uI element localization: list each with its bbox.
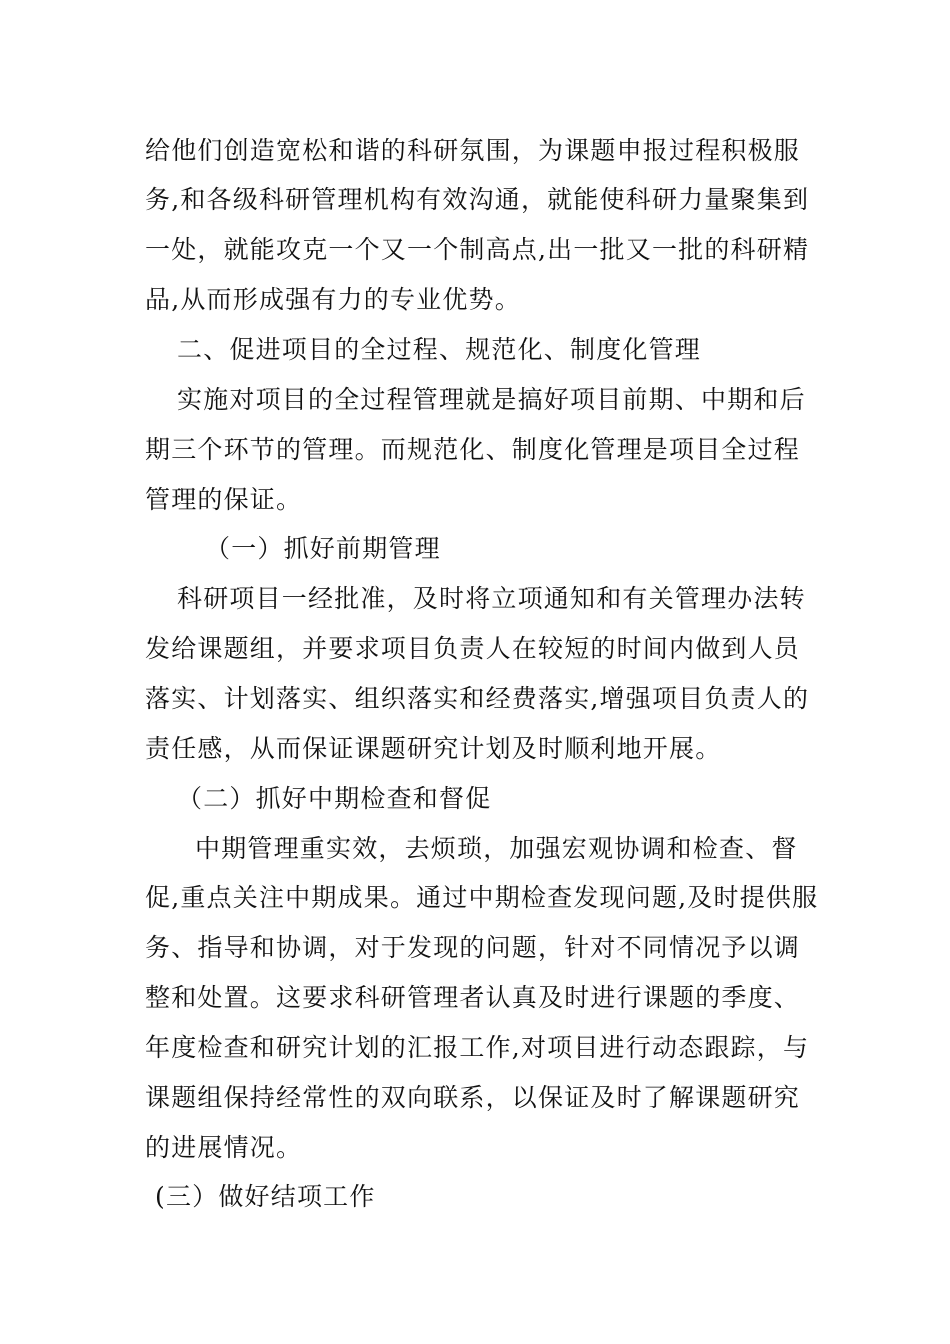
text-line-2: 务,和各级科研管理机构有效沟通，就能使科研力量聚集到: [145, 185, 810, 214]
text-line-11: 发给课题组，并要求项目负责人在较短的时间内做到人员: [145, 634, 801, 663]
text-line-21: 的进展情况。: [145, 1133, 303, 1162]
text-line-8: 管理的保证。: [145, 485, 303, 514]
text-line-3: 一处，就能攻克一个又一个制高点,出一批又一批的科研精: [145, 235, 810, 264]
text-line-20: 课题组保持经常性的双向联系，以保证及时了解课题研究: [145, 1083, 801, 1112]
text-line-17: 务、指导和协调，对于发现的问题，针对不同情况予以调: [145, 933, 801, 962]
text-line-16: 促,重点关注中期成果。通过中期检查发现问题,及时提供服: [145, 883, 819, 912]
text-line-15: 中期管理重实效，去烦琐，加强宏观协调和检查、督: [195, 834, 798, 863]
text-line-1: 给他们创造宽松和谐的科研氛围，为课题申报过程积极服: [145, 136, 801, 165]
text-line-12: 落实、计划落实、组织落实和经费落实,增强项目负责人的: [145, 684, 810, 713]
section-heading-2: 二、促进项目的全过程、规范化、制度化管理: [177, 335, 702, 364]
subsection-heading-3: (三）做好结项工作: [155, 1182, 376, 1211]
text-line-18: 整和处置。这要求科研管理者认真及时进行课题的季度、: [145, 983, 801, 1012]
text-line-13: 责任感，从而保证课题研究计划及时顺利地开展。: [145, 734, 722, 763]
text-line-4: 品,从而形成强有力的专业优势。: [145, 285, 521, 314]
subsection-heading-1: （一）抓好前期管理: [205, 534, 441, 563]
subsection-heading-2: （二）抓好中期检查和督促: [177, 784, 492, 813]
text-line-19: 年度检查和研究计划的汇报工作,对项目进行动态跟踪，与: [145, 1033, 810, 1062]
text-line-6: 实施对项目的全过程管理就是搞好项目前期、中期和后: [177, 385, 806, 414]
text-line-10: 科研项目一经批准，及时将立项通知和有关管理办法转: [177, 584, 806, 613]
text-line-7: 期三个环节的管理。而规范化、制度化管理是项目全过程: [145, 435, 801, 464]
